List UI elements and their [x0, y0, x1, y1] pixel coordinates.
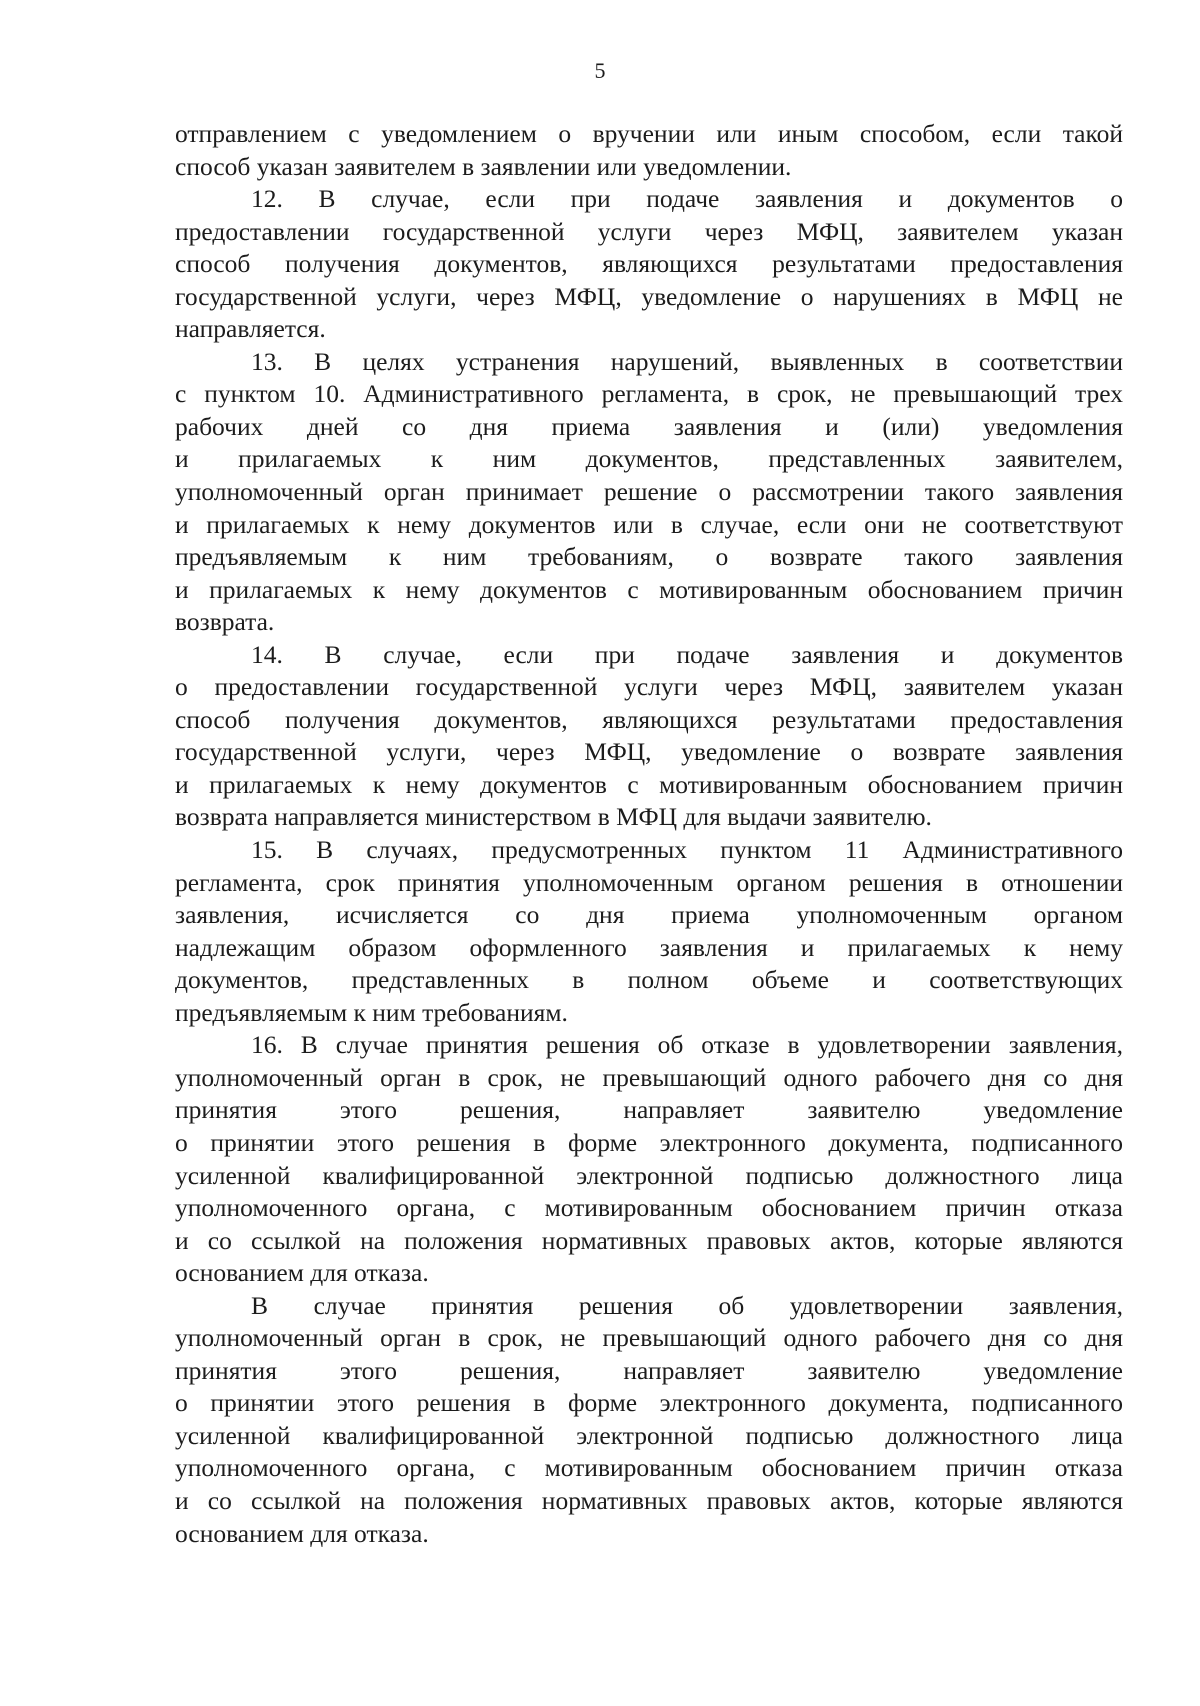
text-line: способ получения документов, являющихся результатами предоставления	[175, 704, 1123, 734]
paragraph	[175, 1029, 1123, 1289]
text-line: государственной услуги, через МФЦ, уведомление о возврате заявления	[175, 737, 1123, 767]
paragraph	[175, 639, 1123, 834]
text-line: о принятии этого решения в форме электронного документа, подписанного	[175, 1388, 1123, 1418]
text-line: 12. В случае, если при подаче заявления и документов о	[251, 184, 1123, 214]
text-line: способ получения документов, являющихся результатами предоставления	[175, 249, 1123, 279]
text-line: государственной услуги, через МФЦ, уведомление о нарушениях в МФЦ не	[175, 281, 1123, 311]
text-line: уполномоченного органа, с мотивированным обоснованием причин отказа	[175, 1193, 1123, 1223]
text-line: и прилагаемых к нему документов с мотивированным обоснованием причин	[175, 769, 1123, 799]
text-line: и со ссылкой на положения нормативных правовых актов, которые являются	[175, 1485, 1123, 1515]
paragraph	[175, 834, 1123, 1029]
text-line: и прилагаемых к нему документов с мотивированным обоснованием причин	[175, 574, 1123, 604]
text-line: 15. В случаях, предусмотренных пунктом 11 Административного	[251, 835, 1123, 865]
text-line: В случае принятия решения об удовлетворении заявления,	[251, 1290, 1123, 1320]
text-line: предоставлении государственной услуги через МФЦ, заявителем указан	[175, 216, 1123, 246]
text-line: основанием для отказа.	[175, 1258, 429, 1288]
text-line: 16. В случае принятия решения об отказе в удовлетворении заявления,	[251, 1030, 1123, 1060]
text-line: предъявляемым к ним требованиям, о возврате такого заявления	[175, 542, 1123, 572]
text-line: рабочих дней со дня приема заявления и (или) уведомления	[175, 411, 1123, 441]
text-line: регламента, срок принятия уполномоченным органом решения в отношении	[175, 867, 1123, 897]
text-line: возврата.	[175, 607, 275, 637]
text-line: с пунктом 10. Административного регламента, в срок, не превышающий трех	[175, 379, 1123, 409]
text-line: возврата направляется министерством в МФЦ для выдачи заявителю.	[175, 802, 932, 832]
text-line: заявления, исчисляется со дня приема уполномоченным органом	[175, 900, 1123, 930]
text-line: и прилагаемых к нему документов или в случае, если они не соответствуют	[175, 509, 1123, 539]
text-line: усиленной квалифицированной электронной подписью должностного лица	[175, 1420, 1123, 1450]
text-line: уполномоченного органа, с мотивированным обоснованием причин отказа	[175, 1453, 1123, 1483]
text-line: основанием для отказа.	[175, 1518, 429, 1548]
text-line: уполномоченный орган в срок, не превышающий одного рабочего дня со дня	[175, 1323, 1123, 1353]
document-body	[175, 118, 1123, 1550]
text-line: о предоставлении государственной услуги через МФЦ, заявителем указан	[175, 672, 1123, 702]
text-line: надлежащим образом оформленного заявления и прилагаемых к нему	[175, 932, 1123, 962]
text-line: направляется.	[175, 314, 326, 344]
text-line: и со ссылкой на положения нормативных правовых актов, которые являются	[175, 1225, 1123, 1255]
paragraph	[175, 118, 1123, 183]
text-line: документов, представленных в полном объеме и соответствующих	[175, 965, 1123, 995]
text-line: усиленной квалифицированной электронной подписью должностного лица	[175, 1160, 1123, 1190]
text-line: и прилагаемых к ним документов, представленных заявителем,	[175, 444, 1123, 474]
text-line: уполномоченный орган в срок, не превышающий одного рабочего дня со дня	[175, 1062, 1123, 1092]
text-line: принятия этого решения, направляет заявителю уведомление	[175, 1095, 1123, 1125]
text-line: предъявляемым к ним требованиям.	[175, 997, 568, 1027]
paragraph	[175, 183, 1123, 346]
text-line: принятия этого решения, направляет заявителю уведомление	[175, 1355, 1123, 1385]
text-line: 13. В целях устранения нарушений, выявленных в соответствии	[251, 346, 1123, 376]
text-line: о принятии этого решения в форме электронного документа, подписанного	[175, 1127, 1123, 1157]
text-line: способ указан заявителем в заявлении или уведомлении.	[175, 151, 792, 181]
paragraph	[175, 1290, 1123, 1550]
text-line: 14. В случае, если при подаче заявления и документов	[251, 639, 1123, 669]
text-line: отправлением с уведомлением о вручении или иным способом, если такой	[175, 119, 1123, 148]
page-number: 5	[594, 58, 606, 83]
text-line: уполномоченный орган принимает решение о рассмотрении такого заявления	[175, 477, 1123, 507]
paragraph	[175, 346, 1123, 639]
